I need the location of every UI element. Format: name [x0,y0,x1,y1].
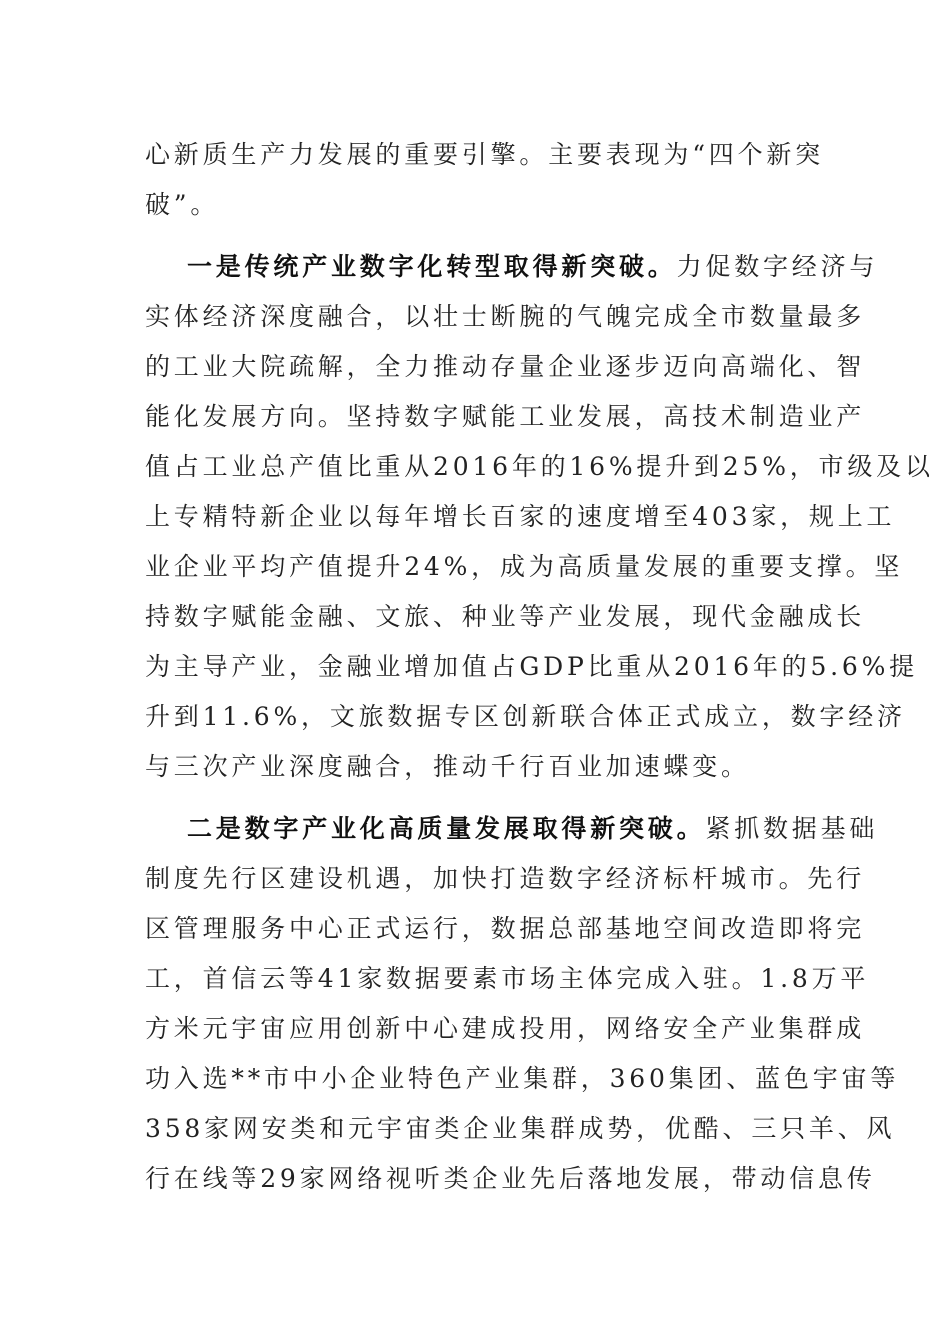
paragraph-digital-industrialization [145,804,900,1204]
text-line: 持数字赋能金融、文旅、种业等产业发展，现代金融成长 [145,602,866,631]
paragraph-first-line [145,242,879,292]
paragraph-heading: 一是传统产业数字化转型取得新突破。 [187,252,677,281]
text-line: 工，首信云等41家数据要素市场主体完成入驻。1.8万平 [145,964,870,993]
text-line: 358家网安类和元宇宙类企业集群成势，优酷、三只羊、风 [145,1114,896,1143]
text-line: 区管理服务中心正式运行，数据总部基地空间改造即将完 [145,914,866,943]
paragraph-digital-transformation [145,242,934,792]
text-line: 上专精特新企业以每年增长百家的速度增至403家，规上工 [145,502,896,531]
text-line: 方米元宇宙应用创新中心建成投用，网络安全产业集群成 [145,1014,866,1043]
paragraph-heading: 二是数字产业化高质量发展取得新突破。 [187,814,706,843]
text-line: 行在线等29家网络视听类企业先后落地发展，带动信息传 [145,1164,876,1193]
text-line: 升到11.6%，文旅数据专区创新联合体正式成立，数字经济 [145,702,906,731]
paragraph-first-line [145,804,879,854]
text-line: 值占工业总产值比重从2016年的16%提升到25%，市级及以 [145,452,934,481]
text-line: 与三次产业深度融合，推动千行百业加速蝶变。 [145,752,750,781]
text-line: 功入选**市中小企业特色产业集群，360集团、蓝色宇宙等 [145,1064,900,1093]
text-line: 能化发展方向。坚持数字赋能工业发展，高技术制造业产 [145,402,866,431]
text-line: 的工业大院疏解，全力推动存量企业逐步迈向高端化、智 [145,352,866,381]
text-line: 实体经济深度融合，以壮士断腕的气魄完成全市数量最多 [145,302,866,331]
text-segment: 力促数字经济与 [676,252,879,281]
paragraph-intro-continuation [145,130,824,230]
text-line: 为主导产业，金融业增加值占GDP比重从2016年的5.6%提 [145,652,918,681]
text-line: 心新质生产力发展的重要引擎。主要表现为“四个新突 [145,140,824,169]
text-line: 破”。 [145,190,220,219]
text-line: 制度先行区建设机遇，加快打造数字经济标杆城市。先行 [145,864,866,893]
text-line: 业企业平均产值提升24%，成为高质量发展的重要支撑。坚 [145,552,904,581]
text-segment: 紧抓数据基础 [705,814,879,843]
document-page [145,130,934,1204]
